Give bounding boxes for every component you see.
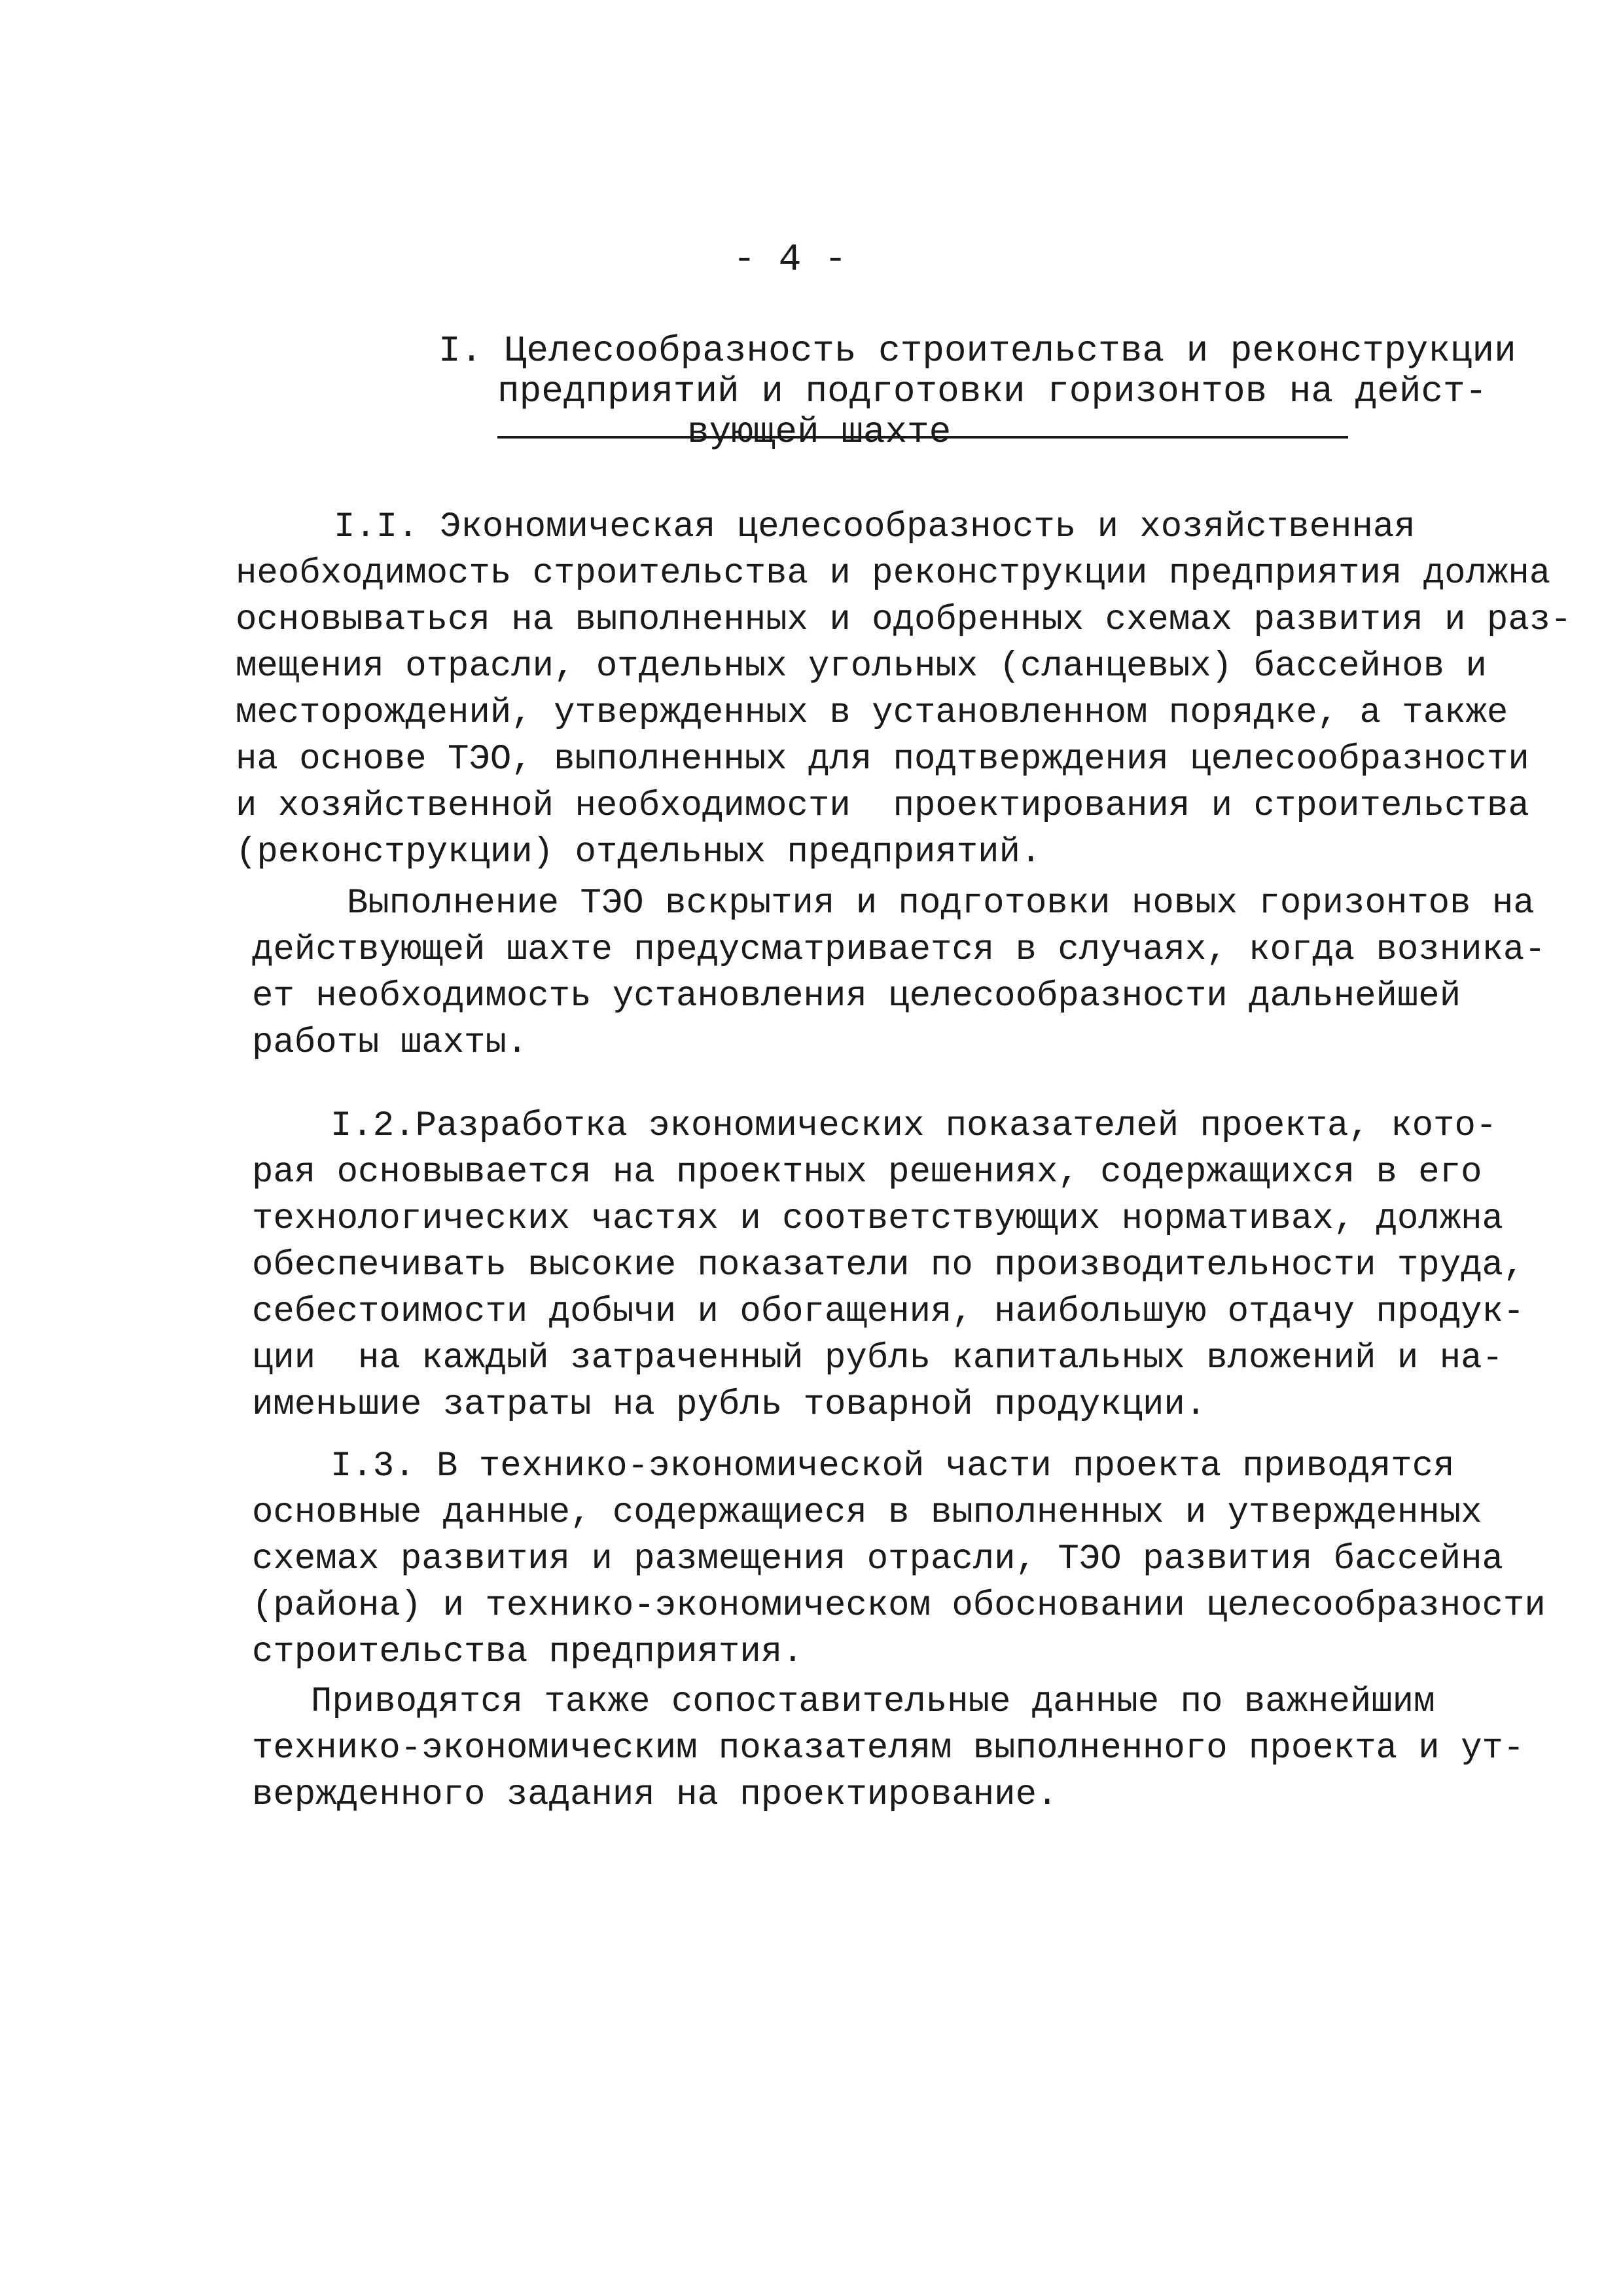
paragraph-line: необходимость строительства и реконструкции предприятия должна <box>236 554 1551 594</box>
paragraph-line: технико-экономическим показателям выполненного проекта и ут- <box>252 1729 1525 1768</box>
paragraph-comparative-data <box>252 1679 1524 1818</box>
section-title-line: I. Целесообразность строительства и реконструкции <box>438 330 1516 372</box>
paragraph-line: I.I. Экономическая целесообразность и хозяйственная <box>334 507 1416 547</box>
paragraph-line: (реконструкции) отдельных предприятий. <box>236 833 1042 872</box>
paragraph-line: основываться на выполненных и одобренных схемах развития и раз- <box>236 600 1572 640</box>
paragraph-line: ет необходимость установления целесообразности дальнейшей <box>252 977 1461 1016</box>
paragraph-line: именьшие затраты на рубль товарной продукции. <box>252 1385 1207 1425</box>
paragraph-line: схемах развития и размещения отрасли, ТЭО развития бассейна <box>252 1539 1503 1579</box>
paragraph-teo-execution <box>252 880 1546 1066</box>
paragraph-line: Выполнение ТЭО вскрытия и подготовки новых горизонтов на <box>347 884 1535 924</box>
paragraph-1-3 <box>252 1443 1546 1676</box>
paragraph-line: себестоимости добычи и обогащения, наибольшую отдачу продук- <box>252 1292 1525 1332</box>
paragraph-line: месторождений, утвержденных в установленном порядке, а также <box>236 693 1508 733</box>
paragraph-1-2 <box>252 1103 1524 1428</box>
paragraph-line: рая основывается на проектных решениях, содержащихся в его <box>252 1153 1482 1193</box>
paragraph-line: мещения отрасли, отдельных угольных (сланцевых) бассейнов и <box>236 647 1487 687</box>
paragraph-line: обеспечивать высокие показатели по производительности труда, <box>252 1246 1525 1285</box>
paragraph-line: ции на каждый затраченный рубль капитальных вложений и на- <box>252 1338 1503 1378</box>
paragraph-line: технологических частях и соответствующих нормативах, должна <box>252 1199 1503 1239</box>
paragraph-line: I.3. В технико-экономической части проекта приводятся <box>330 1446 1455 1486</box>
paragraph-line: строительства предприятия. <box>252 1632 804 1672</box>
paragraph-line: (района) и технико-экономическом обосновании целесообразности <box>252 1586 1546 1626</box>
paragraph-line: Приводятся также сопоставительные данные по важнейшим <box>311 1682 1435 1722</box>
paragraph-line: вержденного задания на проектирование. <box>252 1775 1058 1815</box>
paragraph-line: работы шахты. <box>252 1023 528 1063</box>
section-title <box>438 330 1516 453</box>
section-title-line: вующей шахте <box>687 411 952 453</box>
paragraph-line: I.2.Разработка экономических показателей проекта, кото- <box>330 1106 1497 1146</box>
title-underline <box>497 436 1348 439</box>
paragraph-line: и хозяйственной необходимости проектирования и строительства <box>236 786 1529 826</box>
section-title-line: предприятий и подготовки горизонтов на дейст- <box>497 370 1488 412</box>
paragraph-line: основные данные, содержащиеся в выполненных и утвержденных <box>252 1493 1482 1533</box>
paragraph-1-1 <box>236 504 1572 876</box>
page-number: - 4 - <box>733 239 847 281</box>
paragraph-line: действующей шахте предусматривается в случаях, когда возника- <box>252 930 1546 970</box>
paragraph-line: на основе ТЭО, выполненных для подтверждения целесообразности <box>236 740 1529 780</box>
